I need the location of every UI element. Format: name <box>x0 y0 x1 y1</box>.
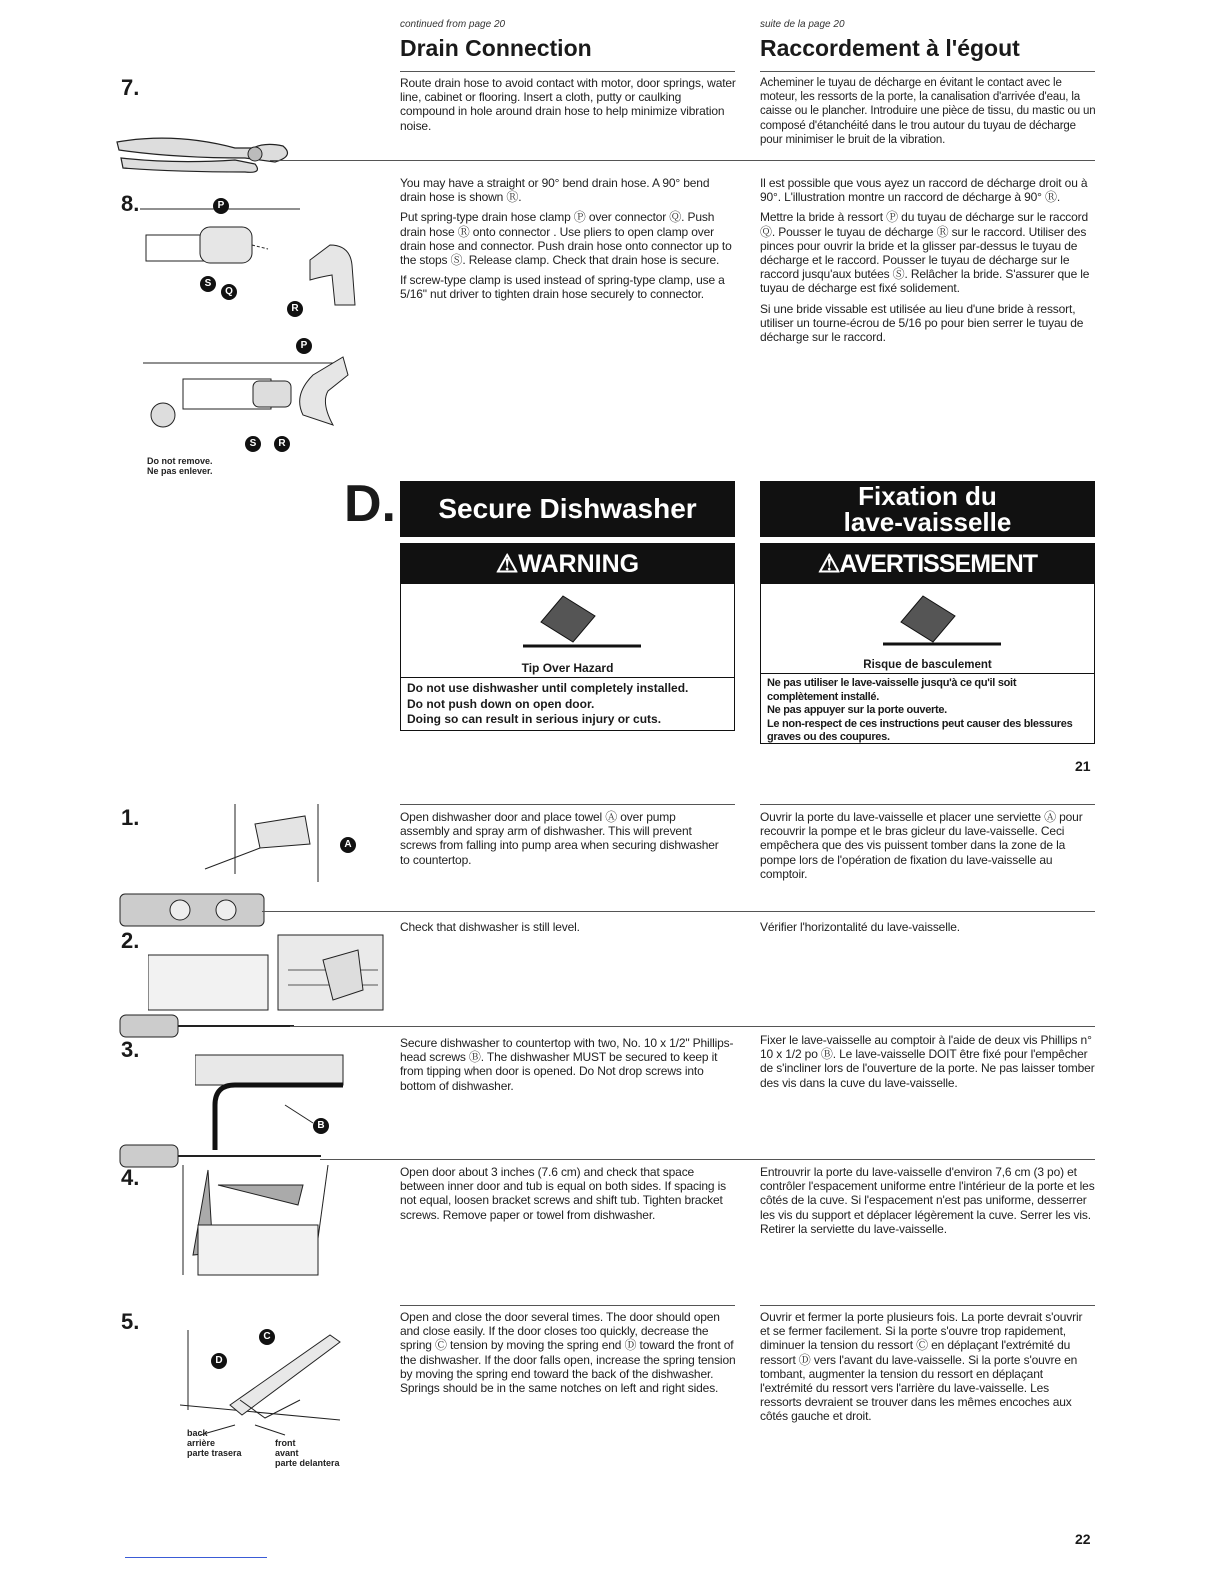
hazard-name: Risque de basculement <box>863 659 992 671</box>
warning-line: Ne pas utiliser le lave-vaisselle jusqu'à ce qu'il soit complètement installé. <box>767 677 1017 703</box>
check-level-illustration <box>148 930 388 1015</box>
callout-c: C <box>259 1329 275 1345</box>
step-7-fr <box>760 76 1098 153</box>
step-2-en: Check that dishwasher is still level. <box>400 920 580 934</box>
step-5-fr: Ouvrir et fermer la porte plusieurs fois. La porte devrait s'ouvrir et se fermer facilement. Si la porte s'ouvre trop rapidement, diminuer la tension du ressort Ⓒ en déplaçant l'extrémité du ressort Ⓓ vers l'avant du lave-vaisselle. Si la porte s'ouvre en tombant, augmenter la tension du ressort en déplaçant l'extrémité du ressort vers l'arrière du lave-vaisselle. Les ressorts devraient se trouver dans les mêmes encoches aux côtés gauche et droit. <box>760 1310 1083 1424</box>
divider <box>262 911 1095 912</box>
callout-p: P <box>213 198 229 214</box>
step-4-fr: Entrouvrir la porte du lave-vaisselle d'environ 7,6 cm (3 po) et contrôler l'espacement uniforme entre l'intérieur de la porte et les côtés de la cuve. Si l'espacement n'est pas uniforme, desserrer les vis du support et déplacer légèrement la cuve. Serrer les vis. Retirer la serviette du lave-vaisselle. <box>760 1165 1095 1236</box>
screwdriver-illustration <box>118 1013 296 1039</box>
step-text: You may have a straight or 90° bend drain hose. A 90° bend drain hose is shown Ⓡ. <box>400 176 710 205</box>
callout-s: S <box>200 276 216 292</box>
step-text: Put spring-type drain hose clamp Ⓟ over connector Ⓠ. Push drain hose Ⓡ onto connector . Use pliers to open clamp over drain hose and connector. Push drain hose onto connector up to the stops Ⓢ. Release clamp. Check that drain hose is secure. <box>400 210 732 268</box>
step-number: 7. <box>121 75 140 100</box>
warning-line: Ne pas appuyer sur la porte ouverte. <box>767 704 947 716</box>
section-letter: D. <box>344 475 396 533</box>
label-en: Do not remove. <box>147 456 213 466</box>
pliers-illustration <box>115 128 305 178</box>
hazard-name: Tip Over Hazard <box>521 661 614 675</box>
front-label <box>275 1438 340 1468</box>
step-text: Route drain hose to avoid contact with motor, door springs, water line, cabinet or flooring. Insert a cloth, putty or caulking compound in hole around drain hose to help minimize vibration noise. <box>400 76 736 133</box>
do-not-remove-label <box>147 456 213 476</box>
step-2-fr: Vérifier l'horizontalité du lave-vaisselle. <box>760 920 960 934</box>
continued-note-en: continued from page 20 <box>400 19 506 30</box>
step-text: Mettre la bride à ressort Ⓟ du tuyau de décharge sur le raccord Ⓠ. Pousser le tuyau de décharge Ⓡ sur le raccord. Utiliser des pinces pour ouvrir la bride et la glisser par-dessus le tuyau de décharge et le raccord. Pousser le tuyau de décharge sur le raccord jusqu'aux butées Ⓢ. Relâcher la bride. S'assurer que le tuyau de décharge est fixé solidement. <box>760 210 1090 296</box>
step-5-en: Open and close the door several times. The door should open and close easily. If the door closes too quickly, decrease the spring Ⓒ tension by moving the spring end Ⓓ toward the front of the dishwasher. If the door falls open, increase the spring tension by moving the spring end toward the back of the dishwasher. Springs should be in the same notches on left and right sides. <box>400 1310 736 1396</box>
callout-r: R <box>274 436 290 452</box>
section-title-fr <box>760 481 1095 537</box>
tip-over-hazard-icon <box>401 584 734 656</box>
warning-heading: ⚠WARNING <box>401 544 734 584</box>
callout-b: B <box>313 1118 329 1134</box>
callout-s: S <box>245 436 261 452</box>
step-3-en: Secure dishwasher to countertop with two, No. 10 x 1/2" Phillips-head screws Ⓑ. The dishwasher MUST be secured to keep it from tipping when door is opened. Do Not drop screws into bottom of dishwasher. <box>400 1036 734 1093</box>
divider <box>400 1305 735 1306</box>
step-number: 8. <box>121 191 140 216</box>
divider <box>320 1159 1095 1160</box>
title-fr: Raccordement à l'égout <box>760 35 1020 61</box>
step-number: 2. <box>121 928 140 953</box>
divider <box>760 71 1095 72</box>
divider <box>400 71 735 72</box>
step-number: 1. <box>121 805 140 830</box>
step-7-en <box>400 76 738 139</box>
label-es: parte trasera <box>187 1448 242 1458</box>
divider <box>400 804 735 805</box>
callout-r: R <box>287 301 303 317</box>
step-4-en: Open door about 3 inches (7.6 cm) and check that space between inner door and tub is equal on both sides. If spacing is not equal, loosen bracket screws and shift tub. Tighten bracket screws. Remove paper or towel from dishwasher. <box>400 1165 726 1222</box>
step-text: Il est possible que vous ayez un raccord de décharge droit ou à 90°. L'illustration montre un raccord de décharge à 90° Ⓡ. <box>760 176 1088 205</box>
divider <box>760 804 1095 805</box>
label-es: parte delantera <box>275 1458 340 1468</box>
warning-line: Do not push down on open door. <box>407 696 595 711</box>
step-8-fr <box>760 176 1098 350</box>
step-text: If screw-type clamp is used instead of spring-type clamp, use a 5/16" nut driver to tighten drain hose securely to connector. <box>400 273 725 302</box>
label-en: front <box>275 1438 296 1448</box>
callout-q: Q <box>221 284 237 300</box>
title-line: Fixation du <box>858 481 997 511</box>
door-spring-illustration <box>180 1330 350 1440</box>
warning-box-en <box>400 543 735 731</box>
section-title-en: Secure Dishwasher <box>400 481 735 537</box>
countertop-screw-illustration <box>195 1045 345 1150</box>
warning-box-fr <box>760 543 1095 744</box>
warning-heading: ⚠AVERTISSEMENT <box>761 544 1094 584</box>
divider <box>270 160 1095 161</box>
step-8-en <box>400 176 738 308</box>
level-tool-illustration <box>118 890 268 930</box>
divider <box>760 1305 1095 1306</box>
step-number: 4. <box>121 1165 140 1190</box>
callout-a: A <box>340 837 356 853</box>
back-label <box>187 1428 242 1458</box>
step-text: Acheminer le tuyau de décharge en évitant le contact avec le moteur, les ressorts de la porte, la canalisation d'arrivée d'eau, la caisse ou le plancher. Introduire une pièce de tissu, du mastic ou un composé d'étanchéité dans le trou autour du tuyau de décharge pour minimiser le bruit de la vibration. <box>760 77 1096 146</box>
towel-pump-illustration <box>200 804 335 884</box>
label-fr: arrière <box>187 1438 216 1448</box>
step-3-fr: Fixer le lave-vaisselle au comptoir à l'aide de deux vis Phillips n° 10 x 1/2 po Ⓑ. Le lave-vaisselle DOIT être fixé pour l'empêcher de s'incliner lors de l'ouverture de la porte. Ne pas laisser tomber des vis dans la cuve du lave-vaisselle. <box>760 1033 1095 1090</box>
divider <box>125 1557 267 1558</box>
warning-line: Do not use dishwasher until completely installed. <box>407 681 689 695</box>
callout-d: D <box>211 1353 227 1369</box>
label-fr: Ne pas enlever. <box>147 466 213 476</box>
step-number: 3. <box>121 1037 140 1062</box>
step-text: Si une bride vissable est utilisée au lieu d'une bride à ressort, utiliser un tourne-écrou de 5/16 po pour bien serrer le tuyau de décharge sur le raccord. <box>760 301 1084 345</box>
tip-over-hazard-icon <box>761 584 1094 654</box>
label-en: back <box>187 1428 208 1438</box>
drain-hose-connector-illustration <box>140 205 365 310</box>
title-line: lave-vaisselle <box>843 507 1012 537</box>
step-number: 5. <box>121 1309 140 1334</box>
drain-hose-clamped-illustration <box>143 355 353 445</box>
warning-line: Doing so can result in serious injury or cuts. <box>407 712 662 726</box>
step-1-fr: Ouvrir la porte du lave-vaisselle et placer une serviette Ⓐ pour recouvrir la pompe et le bras gicleur du lave-vaisselle. Ceci empêchera que des vis puissent tomber dans la zone de la pompe lors de l'opération de fixation du lave-vaisselle au comptoir. <box>760 810 1083 881</box>
page-number: 22 <box>1075 1531 1091 1547</box>
door-spacing-illustration <box>178 1165 338 1280</box>
divider <box>290 1026 1095 1027</box>
label-fr: avant <box>275 1448 299 1458</box>
title-en: Drain Connection <box>400 35 592 61</box>
step-1-en: Open dishwasher door and place towel Ⓐ over pump assembly and spray arm of dishwasher. This will prevent screws from falling into pump area when securing dishwasher to countertop. <box>400 810 719 867</box>
callout-p: P <box>296 338 312 354</box>
page-number: 21 <box>1075 758 1091 774</box>
warning-line: Le non-respect de ces instructions peut causer des blessures graves ou des coupures. <box>767 717 1073 743</box>
continued-note-fr: suite de la page 20 <box>760 19 845 30</box>
